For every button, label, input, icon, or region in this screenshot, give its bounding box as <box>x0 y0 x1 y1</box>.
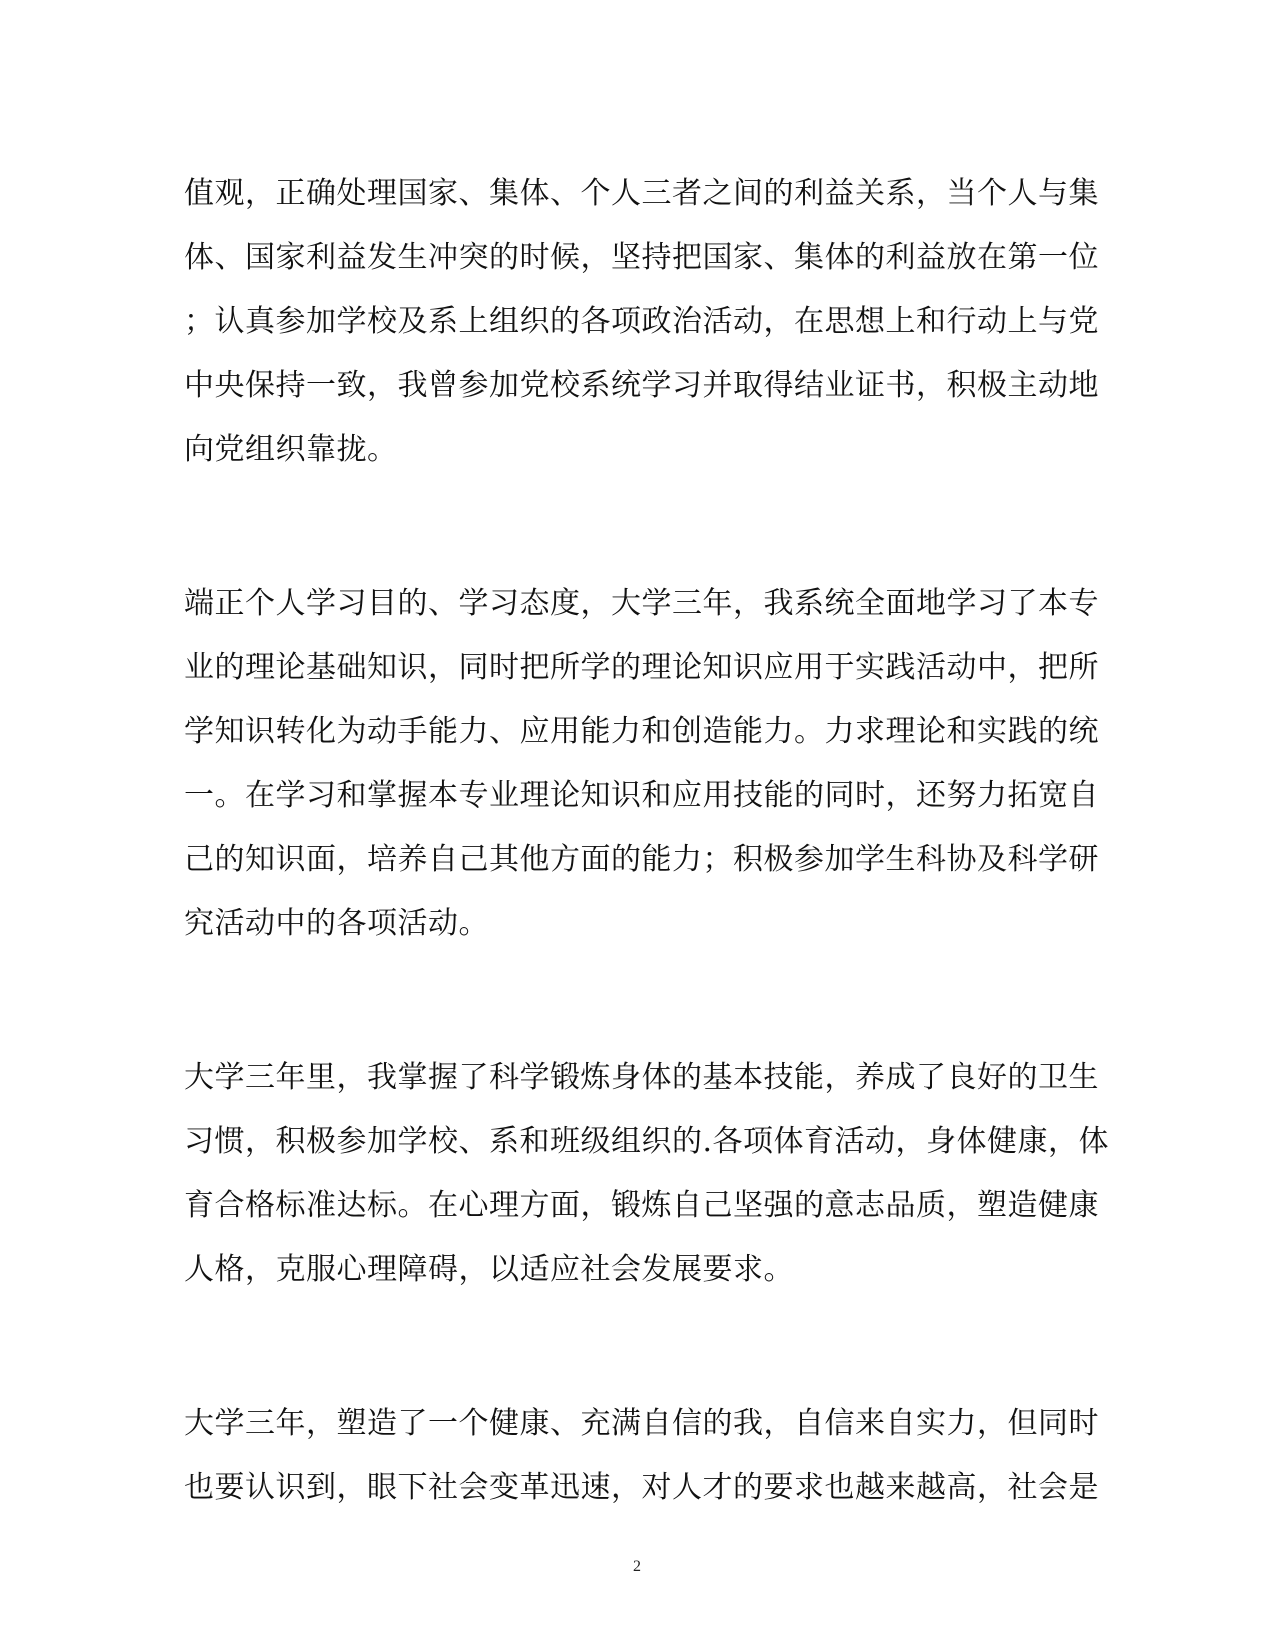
document-body <box>184 162 1110 1610</box>
text-line: 向党组织靠拢。 <box>184 432 398 467</box>
text-line: 中央保持一致，我曾参加党校系统学习并取得结业证书，积极主动地 <box>184 368 1099 403</box>
text-line: 人格，克服心理障碍，以适应社会发展要求。 <box>184 1252 794 1287</box>
text-line: 一。在学习和掌握本专业理论知识和应用技能的同时，还努力拓宽自 <box>184 778 1099 813</box>
text-line: 己的知识面，培养自己其他方面的能力；积极参加学生科协及科学研 <box>184 842 1099 877</box>
text-line: 端正个人学习目的、学习态度，大学三年，我系统全面地学习了本专 <box>184 586 1099 621</box>
text-line: 大学三年里，我掌握了科学锻炼身体的基本技能，养成了良好的卫生 <box>184 1060 1099 1095</box>
text-line: 也要认识到，眼下社会变革迅速，对人才的要求也越来越高，社会是 <box>184 1470 1099 1505</box>
paragraph-health <box>184 1046 1110 1302</box>
paragraph-confidence <box>184 1392 1099 1520</box>
text-line: ；认真参加学校及系上组织的各项政治活动，在思想上和行动上与党 <box>184 304 1099 339</box>
text-line: 学知识转化为动手能力、应用能力和创造能力。力求理论和实践的统 <box>184 714 1099 749</box>
text-line: 值观，正确处理国家、集体、个人三者之间的利益关系，当个人与集 <box>184 176 1099 211</box>
text-line: 育合格标准达标。在心理方面，锻炼自己坚强的意志品质，塑造健康 <box>184 1188 1099 1223</box>
text-line: 究活动中的各项活动。 <box>184 906 489 941</box>
text-line: 大学三年，塑造了一个健康、充满自信的我，自信来自实力，但同时 <box>184 1406 1099 1441</box>
paragraph-study <box>184 572 1099 956</box>
paragraph-political <box>184 162 1099 482</box>
text-line: 体、国家利益发生冲突的时候，坚持把国家、集体的利益放在第一位 <box>184 240 1099 275</box>
text-line: 习惯，积极参加学校、系和班级组织的.各项体育活动，身体健康，体 <box>184 1124 1110 1159</box>
page-number: 2 <box>633 1558 641 1575</box>
text-line: 业的理论基础知识，同时把所学的理论知识应用于实践活动中，把所 <box>184 650 1099 685</box>
